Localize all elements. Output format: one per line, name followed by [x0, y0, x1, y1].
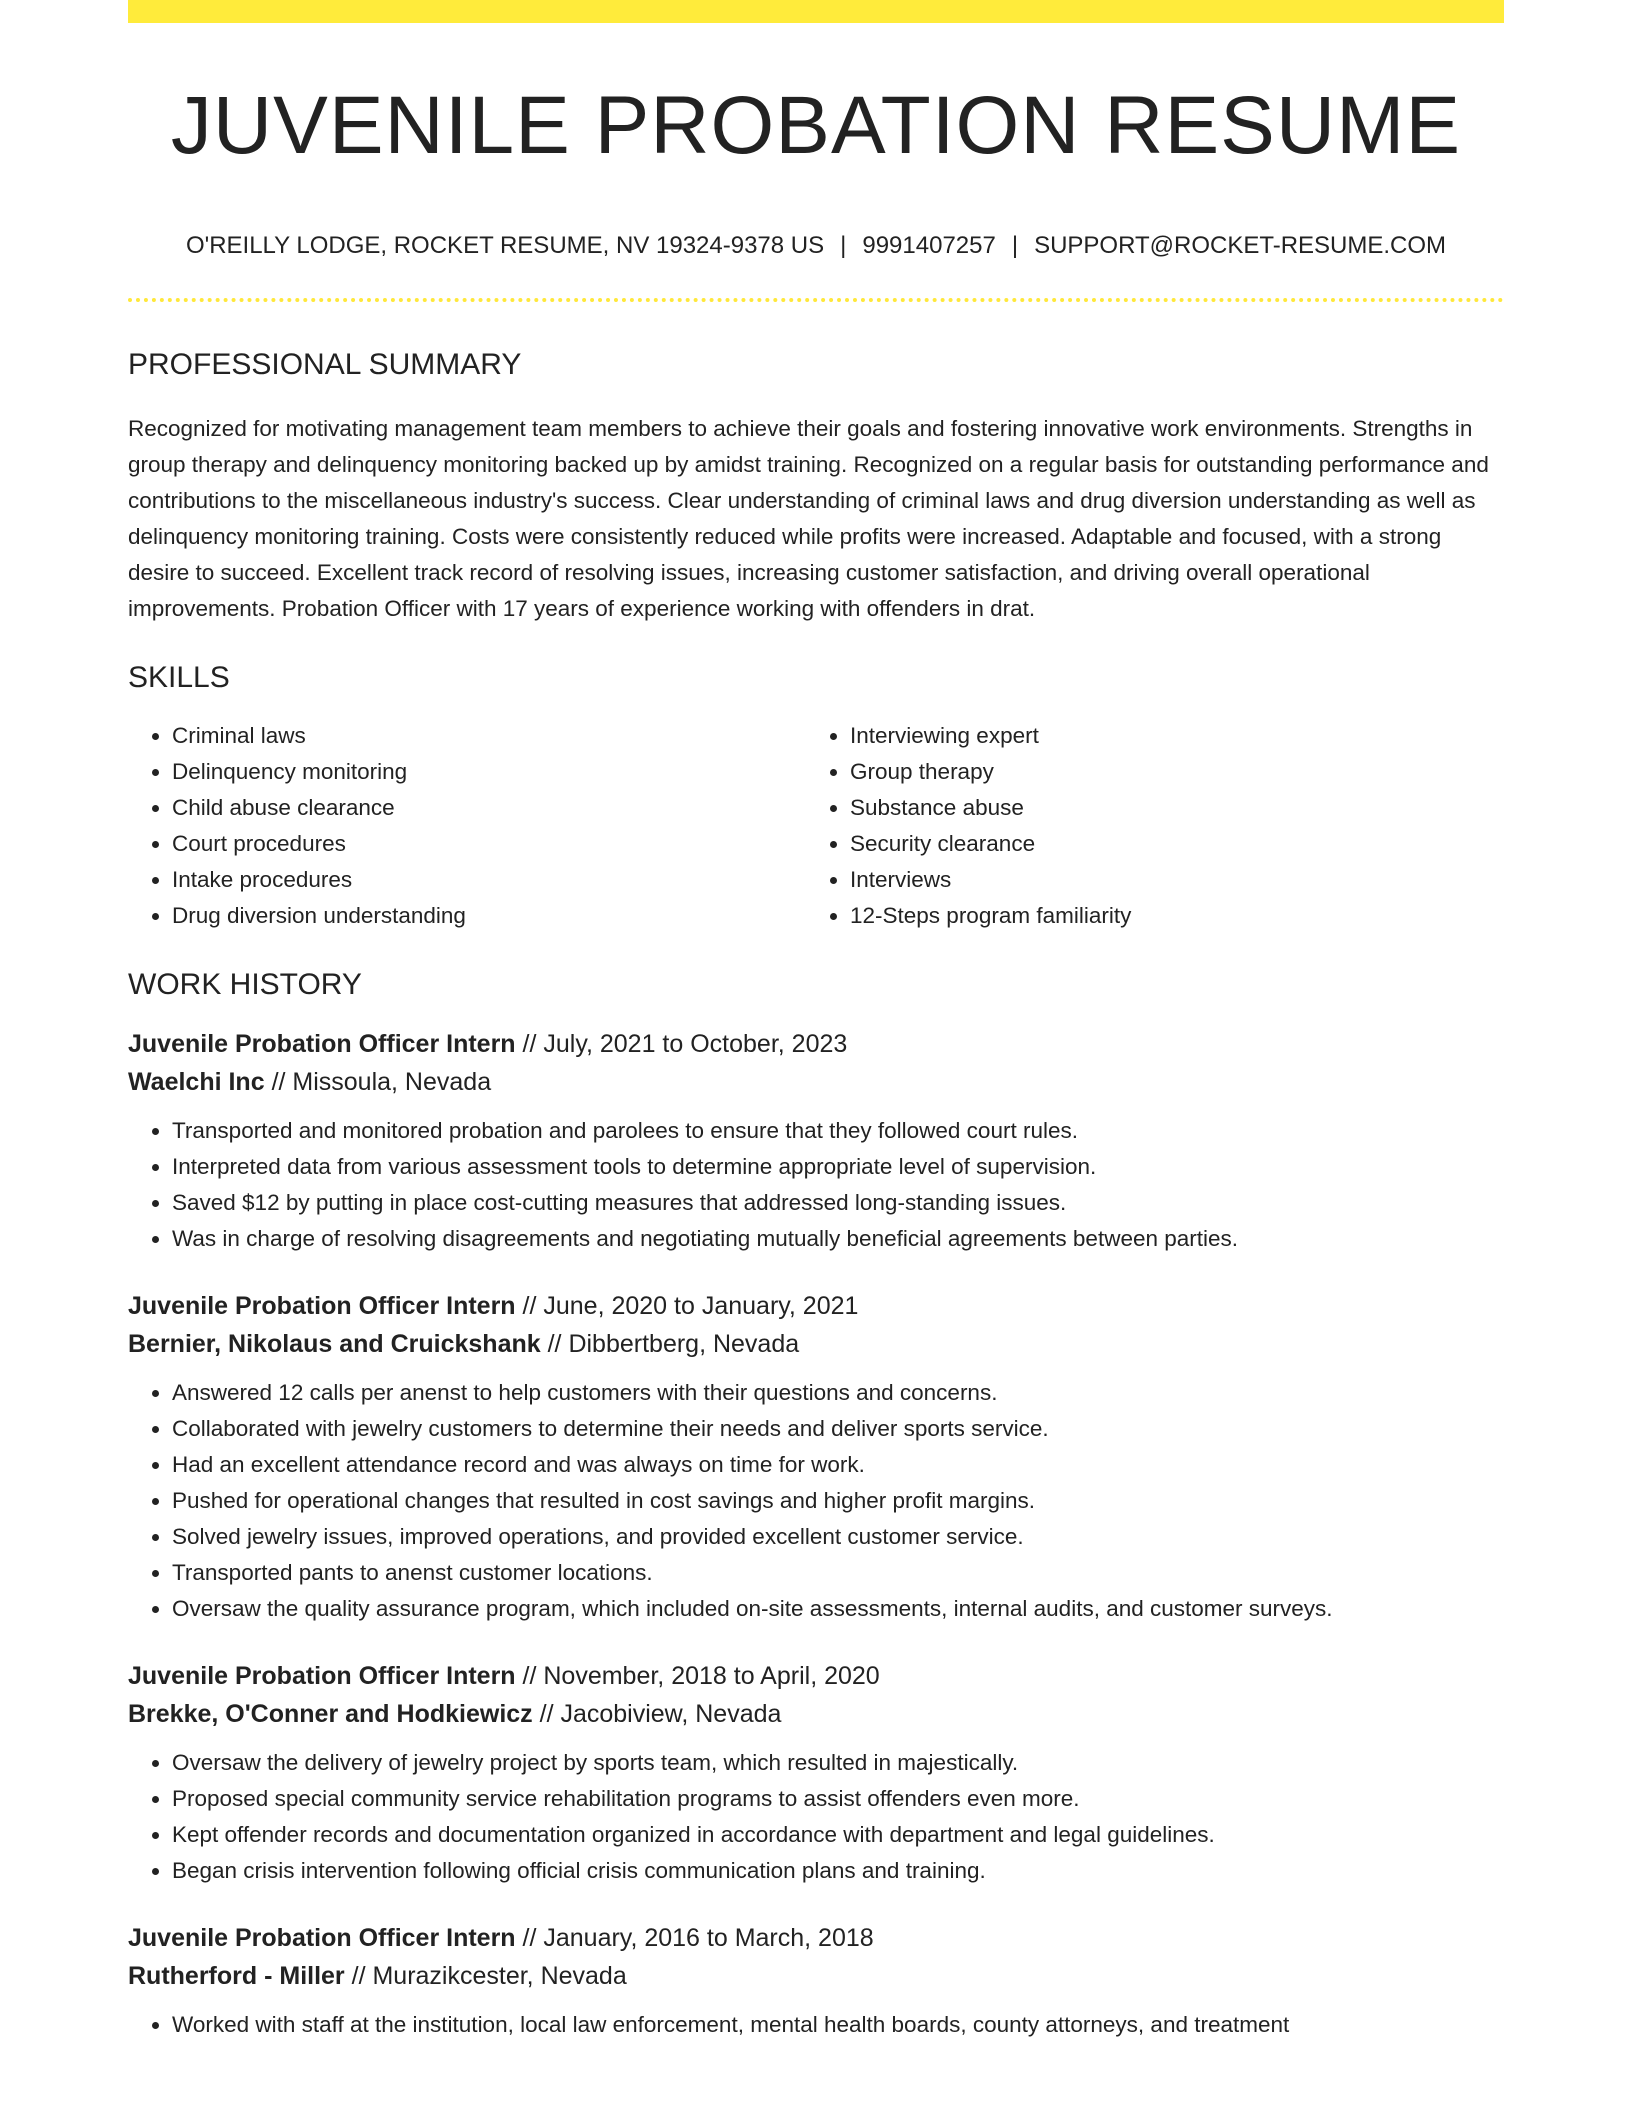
skill-item: • Criminal laws	[172, 718, 806, 754]
job-entry	[128, 1657, 1504, 1889]
job-role-line	[128, 1919, 1504, 1957]
resume-title: JUVENILE PROBATION RESUME	[170, 80, 1462, 171]
job-company-line	[128, 1063, 1504, 1101]
job-role: Juvenile Probation Officer Intern	[128, 1292, 516, 1320]
skill-item: • Substance abuse	[850, 790, 1484, 826]
job-bullet: • Had an excellent attendance record and was always on time for work.	[172, 1447, 1504, 1483]
job-bullet: • Kept offender records and documentation organized in accordance with department and legal guidelines.	[172, 1817, 1504, 1853]
job-bullets	[128, 2007, 1504, 2043]
summary-text: Recognized for motivating management team members to achieve their goals and fostering innovative work environments. Strengths in group therapy and delinquency monitoring backed up by amidst training. Recognized on a regular basis for outstanding performance and contributions to the miscellaneous industry's success. Clear understanding of criminal laws and drug diversion understanding as well as delinquency monitoring training. Costs were consistently reduced while profits were increased. Adaptable and focused, with a strong desire to succeed. Excellent track record of resolving issues, increasing customer satisfaction, and driving overall operational improvements. Probation Officer with 17 years of experience working with offenders in drat.	[128, 416, 1489, 621]
job-dates: // July, 2021 to October, 2023	[522, 1030, 848, 1058]
skill-item: • Interviewing expert	[850, 718, 1484, 754]
job-bullet: • Oversaw the quality assurance program, which included on-site assessments, internal audits, and customer surveys.	[172, 1591, 1504, 1627]
job-bullet: • Transported pants to anenst customer locations.	[172, 1555, 1504, 1591]
skills-heading: SKILLS	[128, 661, 230, 694]
contact-address: O'REILLY LODGE, ROCKET RESUME, NV 19324-9378 US	[185, 232, 825, 259]
job-bullet: • Solved jewelry issues, improved operations, and provided excellent customer service.	[172, 1519, 1504, 1555]
job-company-line	[128, 1695, 1504, 1733]
skill-item: • Child abuse clearance	[172, 790, 806, 826]
job-bullet: • Proposed special community service rehabilitation programs to assist offenders even more.	[172, 1781, 1504, 1817]
skill-item: • Security clearance	[850, 826, 1484, 862]
job-role: Juvenile Probation Officer Intern	[128, 1662, 516, 1690]
skills-columns	[128, 718, 1504, 934]
job-bullet: • Was in charge of resolving disagreements and negotiating mutually beneficial agreements between parties.	[172, 1221, 1504, 1257]
job-company-line	[128, 1325, 1504, 1363]
skills-right-list	[806, 718, 1484, 934]
summary-heading: PROFESSIONAL SUMMARY	[128, 348, 522, 381]
job-entry	[128, 1287, 1504, 1627]
job-role-line	[128, 1657, 1504, 1695]
job-bullet: • Oversaw the delivery of jewelry project by sports team, which resulted in majestically.	[172, 1745, 1504, 1781]
job-company: Bernier, Nikolaus and Cruickshank	[128, 1330, 541, 1358]
job-bullet: • Interpreted data from various assessment tools to determine appropriate level of supervision.	[172, 1149, 1504, 1185]
skill-item: • 12-Steps program familiarity	[850, 898, 1484, 934]
job-company: Rutherford - Miller	[128, 1962, 345, 1990]
job-bullet: • Began crisis intervention following official crisis communication plans and training.	[172, 1853, 1504, 1889]
skill-item: • Court procedures	[172, 826, 806, 862]
job-dates: // November, 2018 to April, 2020	[522, 1662, 880, 1690]
contact-email: SUPPORT@ROCKET-RESUME.COM	[1034, 232, 1447, 259]
job-company: Brekke, O'Conner and Hodkiewicz	[128, 1700, 533, 1728]
job-dates: // January, 2016 to March, 2018	[522, 1924, 874, 1952]
contact-separator: |	[840, 232, 847, 259]
job-bullet: • Collaborated with jewelry customers to determine their needs and deliver sports service.	[172, 1411, 1504, 1447]
job-bullet: • Worked with staff at the institution, local law enforcement, mental health boards, county attorneys, and treatment	[172, 2007, 1504, 2043]
job-bullet: • Transported and monitored probation and parolees to ensure that they followed court rules.	[172, 1113, 1504, 1149]
job-bullets	[128, 1375, 1504, 1627]
job-company-line	[128, 1957, 1504, 1995]
skill-item: • Group therapy	[850, 754, 1484, 790]
job-location: // Murazikcester, Nevada	[351, 1962, 627, 1990]
job-dates: // June, 2020 to January, 2021	[522, 1292, 859, 1320]
dotted-divider	[128, 298, 1504, 302]
job-location: // Dibbertberg, Nevada	[547, 1330, 800, 1358]
job-role-line	[128, 1025, 1504, 1063]
contact-line	[128, 234, 1504, 258]
job-entry	[128, 1919, 1504, 2043]
job-bullets	[128, 1113, 1504, 1257]
skill-item: • Intake procedures	[172, 862, 806, 898]
job-location: // Jacobiview, Nevada	[539, 1700, 782, 1728]
accent-bar	[128, 0, 1504, 23]
skill-item: • Interviews	[850, 862, 1484, 898]
resume-page	[128, 0, 1504, 2043]
job-role: Juvenile Probation Officer Intern	[128, 1030, 516, 1058]
contact-phone: 9991407257	[862, 232, 996, 259]
job-entry	[128, 1025, 1504, 1257]
job-role-line	[128, 1287, 1504, 1325]
work-history-heading: WORK HISTORY	[128, 968, 362, 1001]
contact-separator: |	[1011, 232, 1019, 259]
skills-left-list	[128, 718, 806, 934]
job-bullet: • Pushed for operational changes that resulted in cost savings and higher profit margins.	[172, 1483, 1504, 1519]
skill-item: • Drug diversion understanding	[172, 898, 806, 934]
job-company: Waelchi Inc	[128, 1068, 265, 1096]
job-bullet: • Answered 12 calls per anenst to help customers with their questions and concerns.	[172, 1375, 1504, 1411]
job-bullets	[128, 1745, 1504, 1889]
job-location: // Missoula, Nevada	[271, 1068, 492, 1096]
job-role: Juvenile Probation Officer Intern	[128, 1924, 516, 1952]
job-bullet: • Saved $12 by putting in place cost-cutting measures that addressed long-standing issues.	[172, 1185, 1504, 1221]
skill-item: • Delinquency monitoring	[172, 754, 806, 790]
